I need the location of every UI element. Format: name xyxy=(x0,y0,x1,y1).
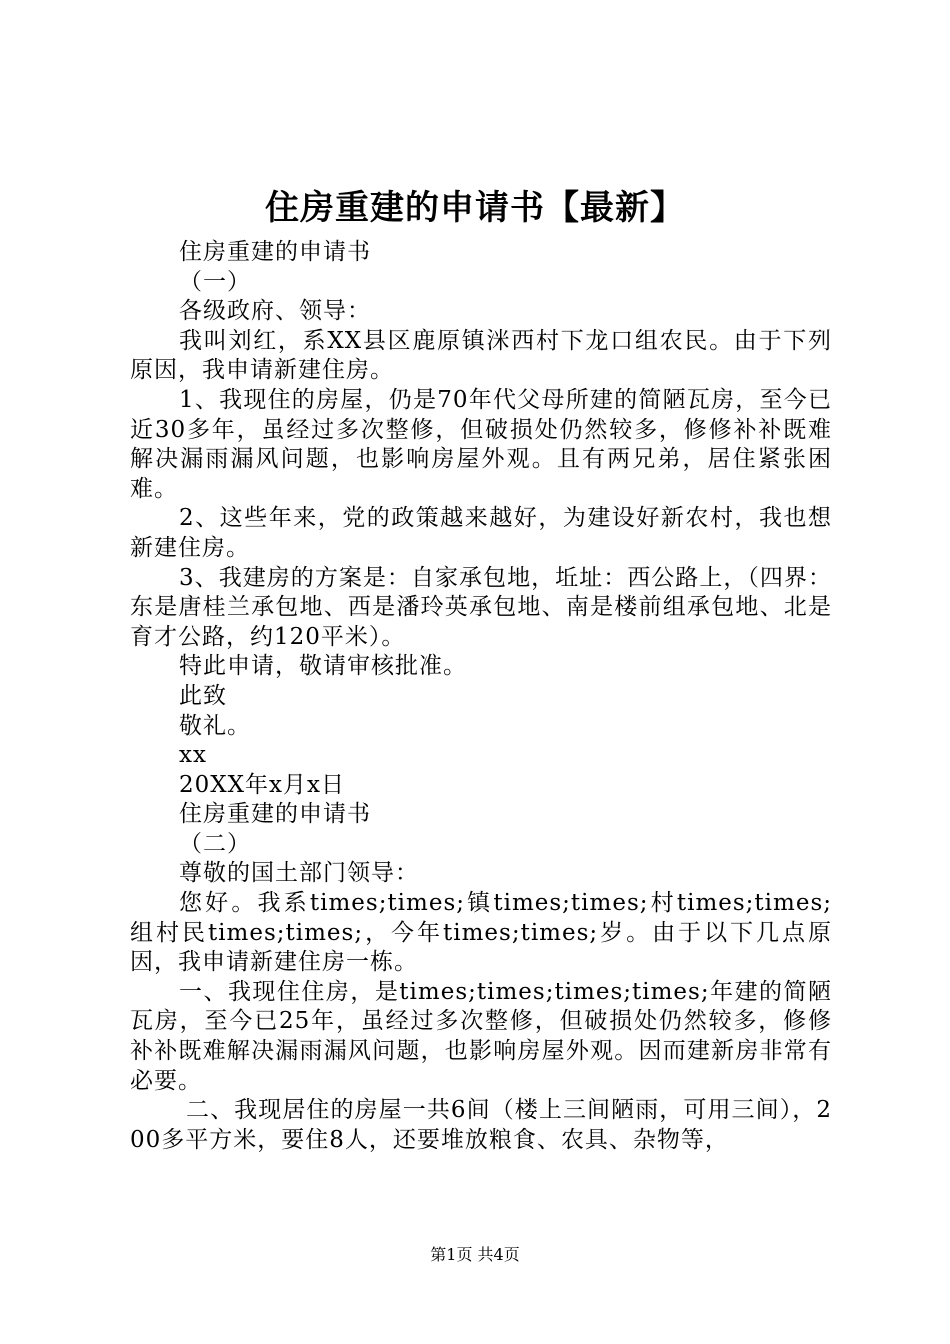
paragraph: 一、我现住住房，是times;times;times;times;年建的简陋瓦房，至今已25年，虽经过多次整修，但破损处仍然较多，修修补补既难解决漏雨漏风问题，也影响房屋外观。因而建新房非常有必要。 xyxy=(130,978,832,1094)
paragraph: 尊敬的国土部门领导： xyxy=(179,860,419,887)
page-footer: 第1页 共4页 xyxy=(430,1245,520,1264)
paragraph: 住房重建的申请书 xyxy=(179,239,371,265)
paragraph: 敬礼。 xyxy=(179,712,251,739)
paragraph: 住房重建的申请书 xyxy=(179,801,371,828)
paragraph: 我叫刘红，系XX县区鹿原镇洣西村下龙口组农民。由于下列原因，我申请新建住房。 xyxy=(130,327,832,384)
document-body xyxy=(130,238,832,1155)
paragraph: 3、我建房的方案是：自家承包地，坵址：西公路上，（四界：东是唐桂兰承包地、西是潘玲英承包地、南是楼前组承包地、北是育才公路，约120平米）。 xyxy=(130,564,832,650)
paragraph: （一） xyxy=(179,268,251,295)
paragraph: 此致 xyxy=(179,682,227,709)
paragraph: 特此申请，敬请审核批准。 xyxy=(179,653,467,680)
paragraph: 各级政府、领导： xyxy=(179,298,371,325)
paragraph: 2、这些年来，党的政策越来越好，为建设好新农村，我也想新建住房。 xyxy=(130,505,832,561)
paragraph: 20XX年x月x日 xyxy=(179,771,345,798)
paragraph: 二、我现居住的房屋一共6间（楼上三间陋雨，可用三间），200多平方米，要住8人，还要堆放粮食、农具、杂物等， xyxy=(130,1097,832,1153)
paragraph: xx xyxy=(179,742,207,769)
paragraph: 1、我现住的房屋，仍是70年代父母所建的简陋瓦房，至今已近30多年，虽经过多次整修，但破损处仍然较多，修修补补既难解决漏雨漏风问题，也影响房屋外观。且有两兄弟，居住紧张困难。 xyxy=(130,386,832,502)
paragraph: 您好。我系times;times;镇times;times;村times;times;组村民times;times;，今年times;times;岁。由于以下几点原因，我申请新建住房一栋。 xyxy=(130,890,832,976)
paragraph: （二） xyxy=(179,830,251,857)
document-title: 住房重建的申请书【最新】 xyxy=(265,188,685,228)
